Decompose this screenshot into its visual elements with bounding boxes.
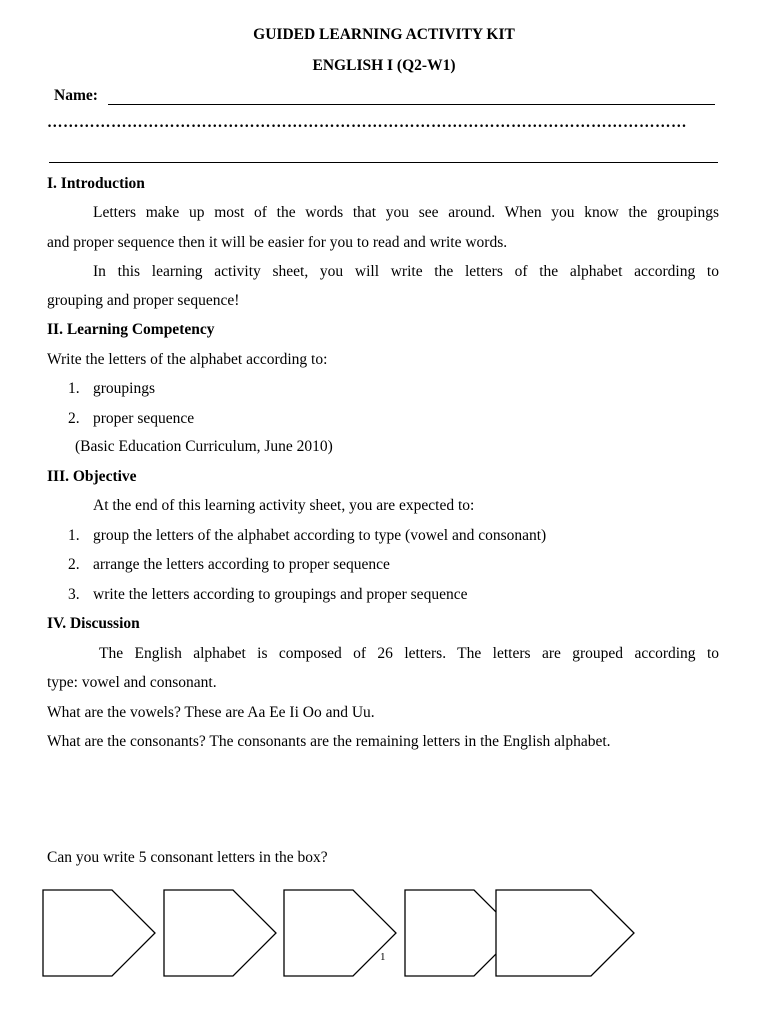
- intro-paragraph-2-line-2: grouping and proper sequence!: [47, 292, 240, 309]
- competency-citation: (Basic Education Curriculum, June 2010): [75, 438, 333, 455]
- discussion-paragraph-1-line-1: The English alphabet is composed of 26 letters. The letters are grouped according to: [99, 645, 719, 662]
- intro-paragraph-1-line-1: Letters make up most of the words that you see around. When you know the groupings: [93, 204, 719, 221]
- competency-item-2-number: 2.: [68, 410, 80, 427]
- introduction-heading: I. Introduction: [47, 175, 145, 192]
- objective-item-3-text: write the letters according to groupings and proper sequence: [93, 586, 468, 603]
- objective-lead: At the end of this learning activity sheet, you are expected to:: [93, 497, 475, 514]
- name-underline[interactable]: [108, 104, 715, 105]
- objective-item-1-number: 1.: [68, 527, 80, 544]
- intro-paragraph-2-line-1: In this learning activity sheet, you will write the letters of the alphabet according to: [93, 263, 719, 280]
- objective-item-2-number: 2.: [68, 556, 80, 573]
- competency-lead: Write the letters of the alphabet according to:: [47, 351, 328, 368]
- competency-item-1-number: 1.: [68, 380, 80, 397]
- document-subtitle: ENGLISH I (Q2-W1): [312, 57, 456, 74]
- dotted-line: …………………………………………………………………………………………………………: [47, 114, 687, 131]
- competency-heading: II. Learning Competency: [47, 321, 215, 338]
- answer-box-3[interactable]: [283, 889, 399, 977]
- objective-item-2-text: arrange the letters according to proper sequence: [93, 556, 390, 573]
- answer-box-5[interactable]: [495, 889, 637, 977]
- page-number: 1: [380, 951, 386, 963]
- discussion-heading: IV. Discussion: [47, 615, 140, 632]
- discussion-vowels: What are the vowels? These are Aa Ee Ii Oo and Uu.: [47, 704, 375, 721]
- answer-box-2[interactable]: [163, 889, 279, 977]
- discussion-paragraph-1-line-2: type: vowel and consonant.: [47, 674, 217, 691]
- name-label: Name:: [54, 87, 98, 104]
- answer-box-1[interactable]: [42, 889, 158, 977]
- competency-item-2-text: proper sequence: [93, 410, 195, 427]
- objective-item-3-number: 3.: [68, 586, 80, 603]
- objective-heading: III. Objective: [47, 468, 137, 485]
- activity-prompt: Can you write 5 consonant letters in the box?: [47, 849, 328, 866]
- objective-item-1-text: group the letters of the alphabet according to type (vowel and consonant): [93, 527, 547, 544]
- discussion-consonants: What are the consonants? The consonants are the remaining letters in the English alphabet.: [47, 733, 611, 750]
- answer-line[interactable]: [49, 162, 718, 163]
- intro-paragraph-1-line-2: and proper sequence then it will be easier for you to read and write words.: [47, 234, 508, 251]
- competency-item-1-text: groupings: [93, 380, 155, 397]
- document-title: GUIDED LEARNING ACTIVITY KIT: [253, 26, 515, 43]
